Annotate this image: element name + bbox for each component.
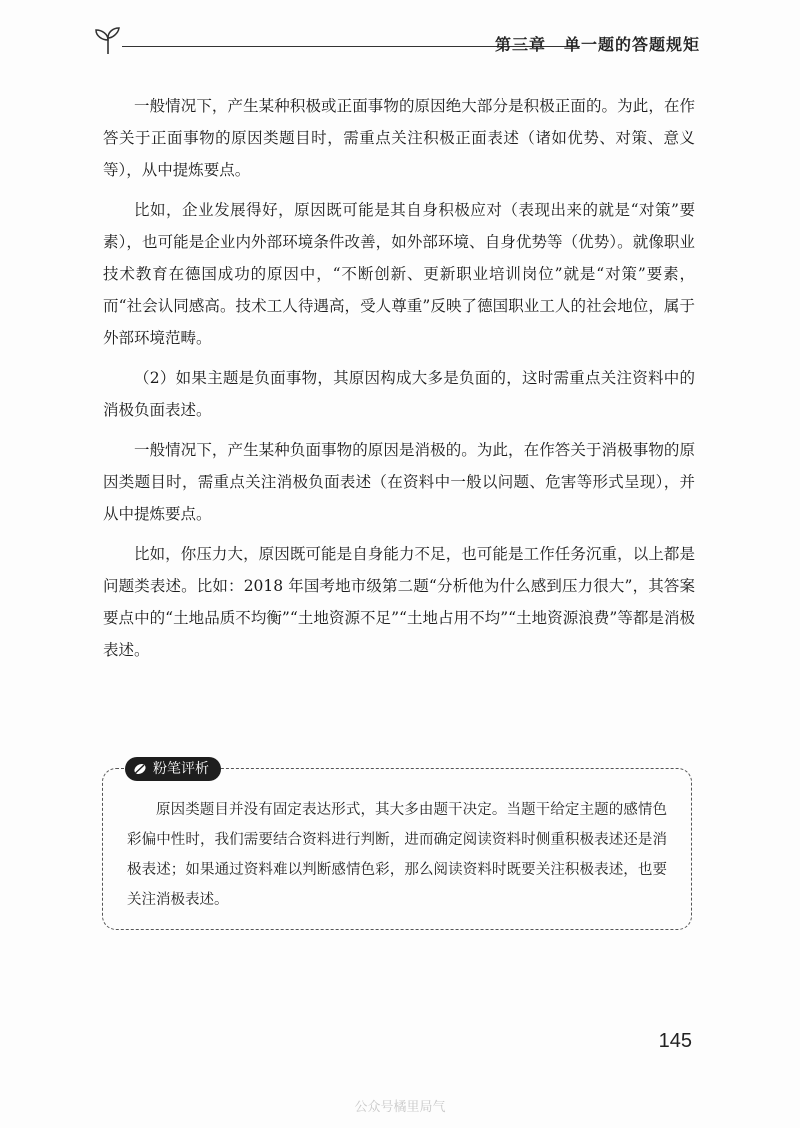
main-text (103, 90, 695, 674)
commentary-paragraph: 原因类题目并没有固定表达形式，其大多由题干决定。当题干给定主题的感情色彩偏中性时，我们需要结合资料进行判断，进而确定阅读资料时侧重积极表述还是消极表述；如果通过资料难以判断感情色彩，那么阅读资料时既要关注积极表述，也要关注消极表述。 (127, 802, 667, 908)
paragraph: 一般情况下，产生某种负面事物的原因是消极的。为此，在作答关于消极事物的原因类题目时，需重点关注消极负面表述（在资料中一般以问题、危害等形式呈现），并从中提炼要点。 (103, 441, 695, 523)
paragraph: 比如，你压力大，原因既可能是自身能力不足，也可能是工作任务沉重，以上都是问题类表述。比如：2018 年国考地市级第二题“分析他为什么感到压力很大”，其答案要点中的“土地品质不均衡”“土地资源不足”“土地占用不均”“土地资源浪费”等都是消极表述。 (103, 545, 695, 659)
watermark: 公众号橘里局气 (354, 1100, 446, 1115)
leaf-icon (133, 762, 147, 776)
paragraph: （2）如果主题是负面事物，其原因构成大多是负面的，这时需重点关注资料中的消极负面表述。 (103, 369, 695, 419)
paragraph: 比如，企业发展得好，原因既可能是其自身积极应对（表现出来的就是“对策”要素），也可能是企业内外部环境条件改善，如外部环境、自身优势等（优势）。就像职业技术教育在德国成功的原因中，“不断创新、更新职业培训岗位”就是“对策”要素，而“社会认同感高。技术工人待遇高，受人尊重”反映了德国职业工人的社会地位，属于外部环境范畴。 (103, 201, 695, 347)
commentary-badge (125, 757, 221, 781)
commentary-box (102, 761, 692, 930)
commentary-text (127, 795, 667, 915)
chapter-title (495, 32, 700, 55)
sprout-icon (90, 26, 126, 56)
commentary-badge-label: 粉笔评析 (153, 761, 209, 777)
page-number: 145 (658, 1030, 692, 1052)
paragraph: 一般情况下，产生某种积极或正面事物的原因绝大部分是积极正面的。为此，在作答关于正面事物的原因类题目时，需重点关注积极正面表述（诸如优势、对策、意义等），从中提炼要点。 (103, 97, 695, 179)
running-header (90, 24, 700, 60)
chapter-name: 单一题的答题规矩 (563, 35, 700, 54)
chapter-number: 第三章 (494, 35, 546, 54)
